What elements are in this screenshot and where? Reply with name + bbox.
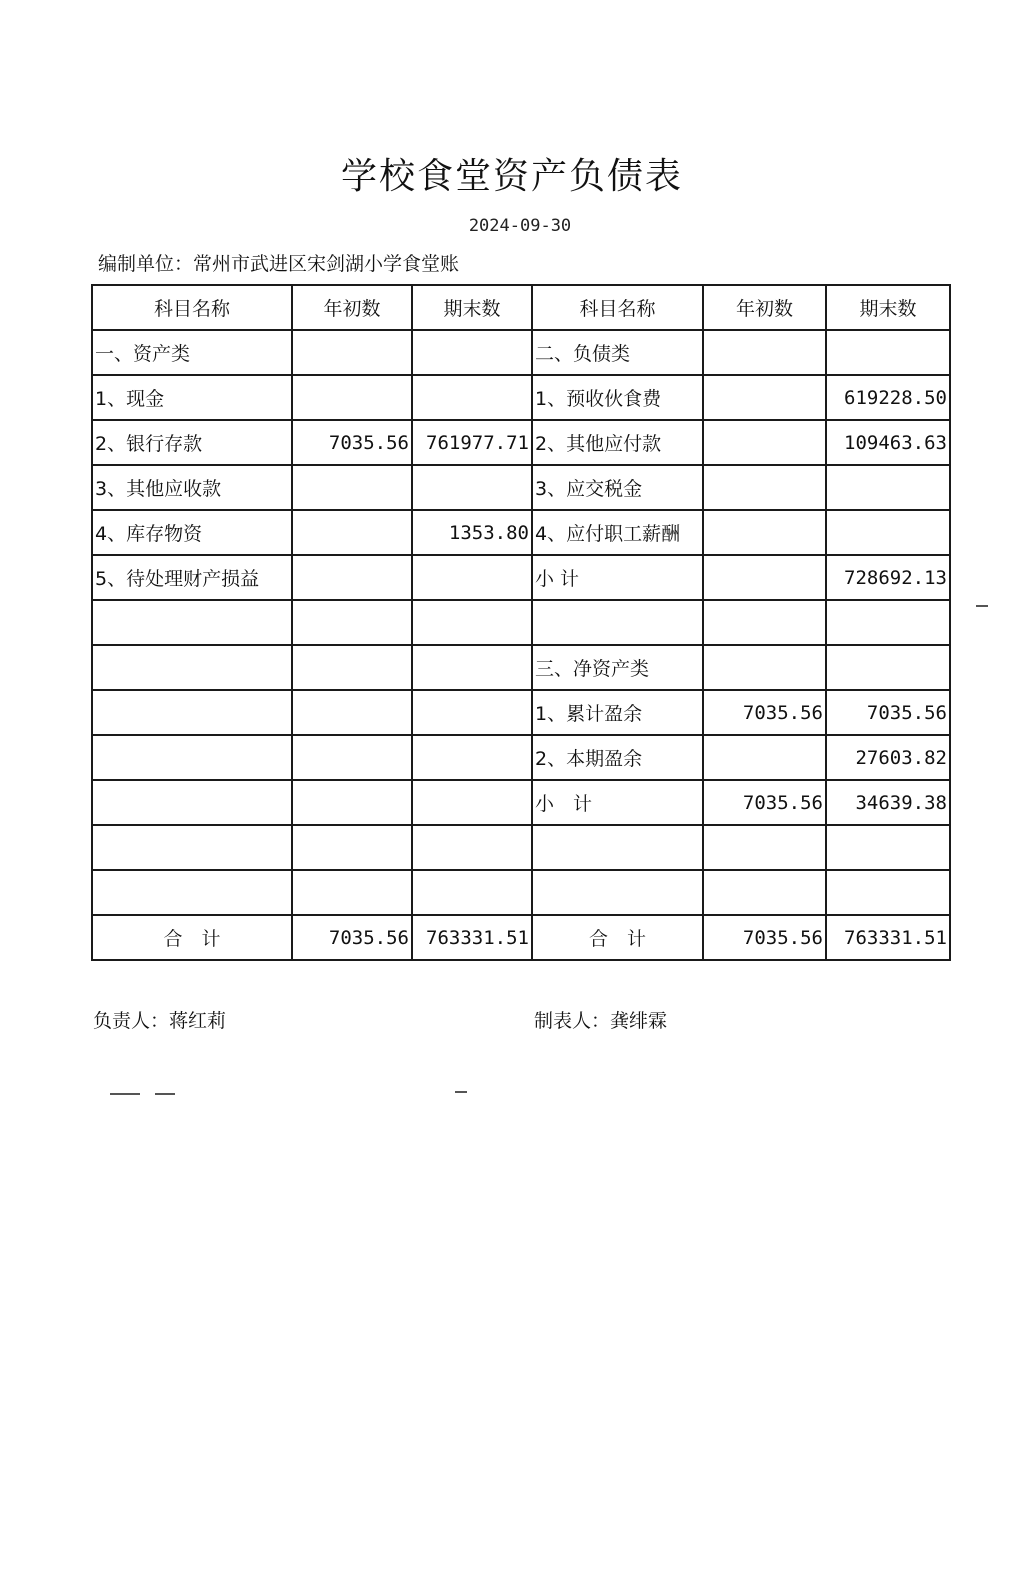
asset-item: 3、其他应收款 bbox=[92, 465, 292, 510]
asset-opening bbox=[292, 555, 412, 600]
net-asset-item: 2、本期盈余 bbox=[532, 735, 703, 780]
asset-item: 1、现金 bbox=[92, 375, 292, 420]
net-asset-item: 1、累计盈余 bbox=[532, 690, 703, 735]
table-row bbox=[92, 600, 950, 645]
asset-item: 2、银行存款 bbox=[92, 420, 292, 465]
table-row bbox=[92, 555, 950, 600]
liability-closing bbox=[826, 600, 950, 645]
asset-category: 一、资产类 bbox=[92, 330, 292, 375]
liability-closing: 27603.82 bbox=[826, 735, 950, 780]
column-header: 科目名称 bbox=[532, 285, 703, 330]
liability-closing bbox=[826, 510, 950, 555]
liability-closing: 34639.38 bbox=[826, 780, 950, 825]
asset-closing: 761977.71 bbox=[412, 420, 532, 465]
liability-opening: 7035.56 bbox=[703, 780, 826, 825]
asset-opening bbox=[292, 600, 412, 645]
table-row bbox=[92, 870, 950, 915]
column-header: 科目名称 bbox=[92, 285, 292, 330]
liability-closing: 619228.50 bbox=[826, 375, 950, 420]
table-row bbox=[92, 825, 950, 870]
liability-closing bbox=[826, 465, 950, 510]
liability-opening bbox=[703, 555, 826, 600]
table-row bbox=[92, 645, 950, 690]
scan-mark bbox=[155, 1093, 175, 1095]
liability-total-closing: 763331.51 bbox=[826, 915, 950, 960]
liability-closing bbox=[826, 645, 950, 690]
asset-total-closing: 763331.51 bbox=[412, 915, 532, 960]
asset-opening bbox=[292, 375, 412, 420]
asset-opening bbox=[292, 330, 412, 375]
asset-opening bbox=[292, 870, 412, 915]
liability-item bbox=[532, 600, 703, 645]
liability-opening bbox=[703, 375, 826, 420]
asset-item bbox=[92, 600, 292, 645]
liability-opening bbox=[703, 645, 826, 690]
liability-total-opening: 7035.56 bbox=[703, 915, 826, 960]
table-row bbox=[92, 735, 950, 780]
asset-closing bbox=[412, 735, 532, 780]
liability-category: 二、负债类 bbox=[532, 330, 703, 375]
liability-item: 4、应付职工薪酬 bbox=[532, 510, 703, 555]
table-row bbox=[92, 375, 950, 420]
asset-opening bbox=[292, 780, 412, 825]
asset-closing bbox=[412, 825, 532, 870]
table-row bbox=[92, 780, 950, 825]
asset-total-opening: 7035.56 bbox=[292, 915, 412, 960]
asset-item bbox=[92, 645, 292, 690]
asset-closing: 1353.80 bbox=[412, 510, 532, 555]
liability-opening: 7035.56 bbox=[703, 690, 826, 735]
asset-item bbox=[92, 735, 292, 780]
asset-closing bbox=[412, 780, 532, 825]
asset-item bbox=[92, 870, 292, 915]
liability-closing bbox=[826, 870, 950, 915]
preparer: 制表人：龚绯霖 bbox=[534, 1010, 668, 1032]
asset-item bbox=[92, 690, 292, 735]
liability-closing: 109463.63 bbox=[826, 420, 950, 465]
document-title: 学校食堂资产负债表 bbox=[340, 156, 683, 197]
liability-item bbox=[532, 870, 703, 915]
asset-item: 4、库存物资 bbox=[92, 510, 292, 555]
liability-opening bbox=[703, 825, 826, 870]
asset-closing bbox=[412, 645, 532, 690]
asset-opening: 7035.56 bbox=[292, 420, 412, 465]
responsible-person: 负责人：蒋红莉 bbox=[93, 1010, 227, 1032]
liability-opening bbox=[703, 510, 826, 555]
liability-total-label: 合 计 bbox=[532, 915, 703, 960]
liability-item bbox=[532, 825, 703, 870]
table-row bbox=[92, 510, 950, 555]
liability-opening bbox=[703, 465, 826, 510]
liability-item: 1、预收伙食费 bbox=[532, 375, 703, 420]
asset-closing bbox=[412, 870, 532, 915]
net-asset-category: 三、净资产类 bbox=[532, 645, 703, 690]
scan-mark bbox=[976, 605, 988, 607]
liability-opening bbox=[703, 330, 826, 375]
asset-closing bbox=[412, 330, 532, 375]
liability-subtotal-label: 小 计 bbox=[532, 555, 703, 600]
asset-closing bbox=[412, 375, 532, 420]
asset-item bbox=[92, 825, 292, 870]
table-row bbox=[92, 420, 950, 465]
liability-closing bbox=[826, 330, 950, 375]
table-total-row bbox=[92, 915, 950, 960]
liability-item: 2、其他应付款 bbox=[532, 420, 703, 465]
net-asset-subtotal-label: 小 计 bbox=[532, 780, 703, 825]
column-header: 年初数 bbox=[703, 285, 826, 330]
report-date: 2024-09-30 bbox=[468, 216, 572, 236]
liability-closing: 728692.13 bbox=[826, 555, 950, 600]
liability-opening bbox=[703, 420, 826, 465]
asset-opening bbox=[292, 510, 412, 555]
scan-mark bbox=[455, 1091, 467, 1093]
asset-opening bbox=[292, 465, 412, 510]
liability-closing bbox=[826, 825, 950, 870]
asset-closing bbox=[412, 465, 532, 510]
asset-opening bbox=[292, 645, 412, 690]
asset-opening bbox=[292, 825, 412, 870]
balance-sheet-table bbox=[91, 284, 951, 961]
liability-opening bbox=[703, 870, 826, 915]
asset-item: 5、待处理财产损益 bbox=[92, 555, 292, 600]
asset-opening bbox=[292, 735, 412, 780]
asset-item bbox=[92, 780, 292, 825]
asset-total-label: 合 计 bbox=[92, 915, 292, 960]
liability-opening bbox=[703, 735, 826, 780]
column-header: 年初数 bbox=[292, 285, 412, 330]
table-row bbox=[92, 330, 950, 375]
table-header-row bbox=[92, 285, 950, 330]
table-row bbox=[92, 690, 950, 735]
asset-closing bbox=[412, 690, 532, 735]
column-header: 期末数 bbox=[412, 285, 532, 330]
asset-opening bbox=[292, 690, 412, 735]
asset-closing bbox=[412, 600, 532, 645]
liability-item: 3、应交税金 bbox=[532, 465, 703, 510]
scan-mark bbox=[110, 1093, 140, 1095]
column-header: 期末数 bbox=[826, 285, 950, 330]
liability-closing: 7035.56 bbox=[826, 690, 950, 735]
compiling-unit: 编制单位：常州市武进区宋剑湖小学食堂账 bbox=[98, 253, 460, 275]
asset-closing bbox=[412, 555, 532, 600]
liability-opening bbox=[703, 600, 826, 645]
table-row bbox=[92, 465, 950, 510]
